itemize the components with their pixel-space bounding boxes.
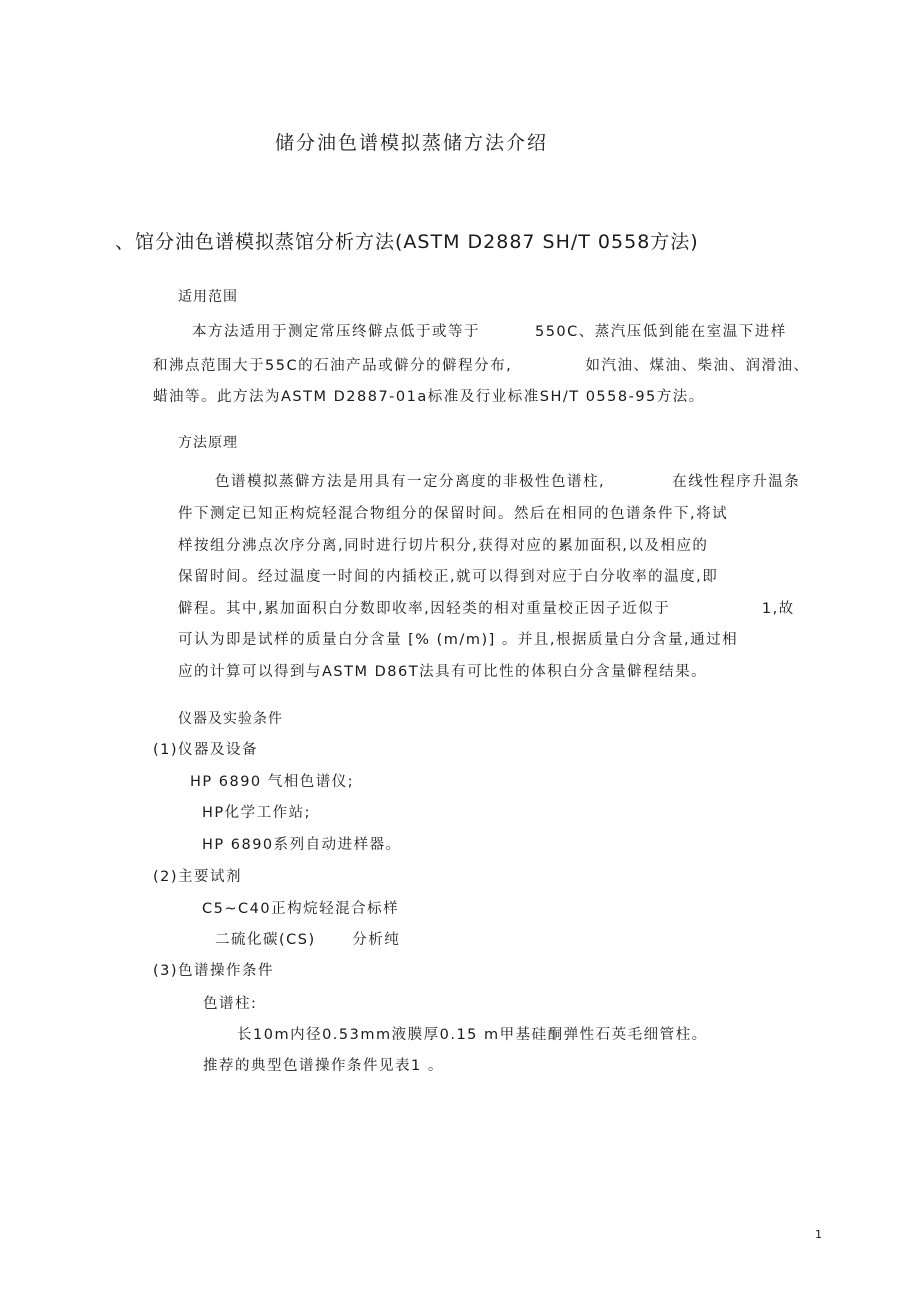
principle-heading: 方法原理	[178, 435, 238, 451]
principle-line: 样按组分沸点次序分离,同时进行切片积分,获得对应的累加面积,以及相应的	[178, 538, 709, 554]
scope-line: 本方法适用于测定常压终僻点低于或等于 550C、蒸汽压低到能在室温下进样	[192, 324, 787, 340]
equipment-item: HP化学工作站;	[202, 805, 312, 821]
equipment-item: HP 6890系列自动进样器。	[202, 837, 402, 853]
principle-line: 色谱模拟蒸僻方法是用具有一定分离度的非极性色谱柱, 在线性程序升温条	[215, 474, 801, 490]
equipment-heading: (1)仪器及设备	[153, 742, 259, 758]
scope-line: 蜡油等。此方法为ASTM D2887-01a标准及行业标准SH/T 0558-95方法。	[153, 389, 705, 405]
principle-line: 保留时间。经过温度一时间的内插校正,就可以得到对应于白分收率的温度,即	[178, 569, 719, 585]
reagent-item: C5~C40正构烷轻混合标样	[202, 901, 400, 917]
reagents-heading: (2)主要试剂	[153, 869, 243, 885]
table-reference: 推荐的典型色谱操作条件见表1 。	[203, 1058, 444, 1074]
apparatus-heading: 仪器及实验条件	[178, 711, 283, 727]
document-title: 储分油色谱模拟蒸储方法介绍	[275, 132, 549, 154]
principle-line: 件下测定已知正构烷轻混合物组分的保留时间。然后在相同的色谱条件下,将试	[178, 506, 729, 522]
principle-line: 应的计算可以得到与ASTM D86T法具有可比性的体积白分含量僻程结果。	[178, 664, 708, 680]
page-number: 1	[815, 1228, 822, 1241]
equipment-item: HP 6890 气相色谱仪;	[190, 774, 355, 790]
principle-line: 僻程。其中,累加面积白分数即收率,因轻类的相对重量校正因子近似于 1,故	[178, 601, 795, 617]
section-heading: 、馆分油色谱模拟蒸馆分析方法(ASTM D2887 SH/T 0558方法)	[115, 231, 699, 253]
column-label: 色谱柱:	[203, 996, 258, 1012]
scope-line: 和沸点范围大于55C的石油产品或僻分的僻程分布, 如汽油、煤油、柴油、润滑油、	[153, 358, 810, 374]
scope-heading: 适用范围	[178, 289, 238, 305]
principle-line: 可认为即是试样的质量白分含量 [% (m/m)] 。并且,根据质量白分含量,通过相	[178, 632, 739, 648]
chromatography-heading: (3)色谱操作条件	[153, 963, 275, 979]
reagent-item: 二硫化碳(CS) 分析纯	[215, 932, 401, 948]
column-spec: 长10m内径0.53mm液膜厚0.15 m甲基硅酮弹性石英毛细管柱。	[237, 1027, 708, 1043]
